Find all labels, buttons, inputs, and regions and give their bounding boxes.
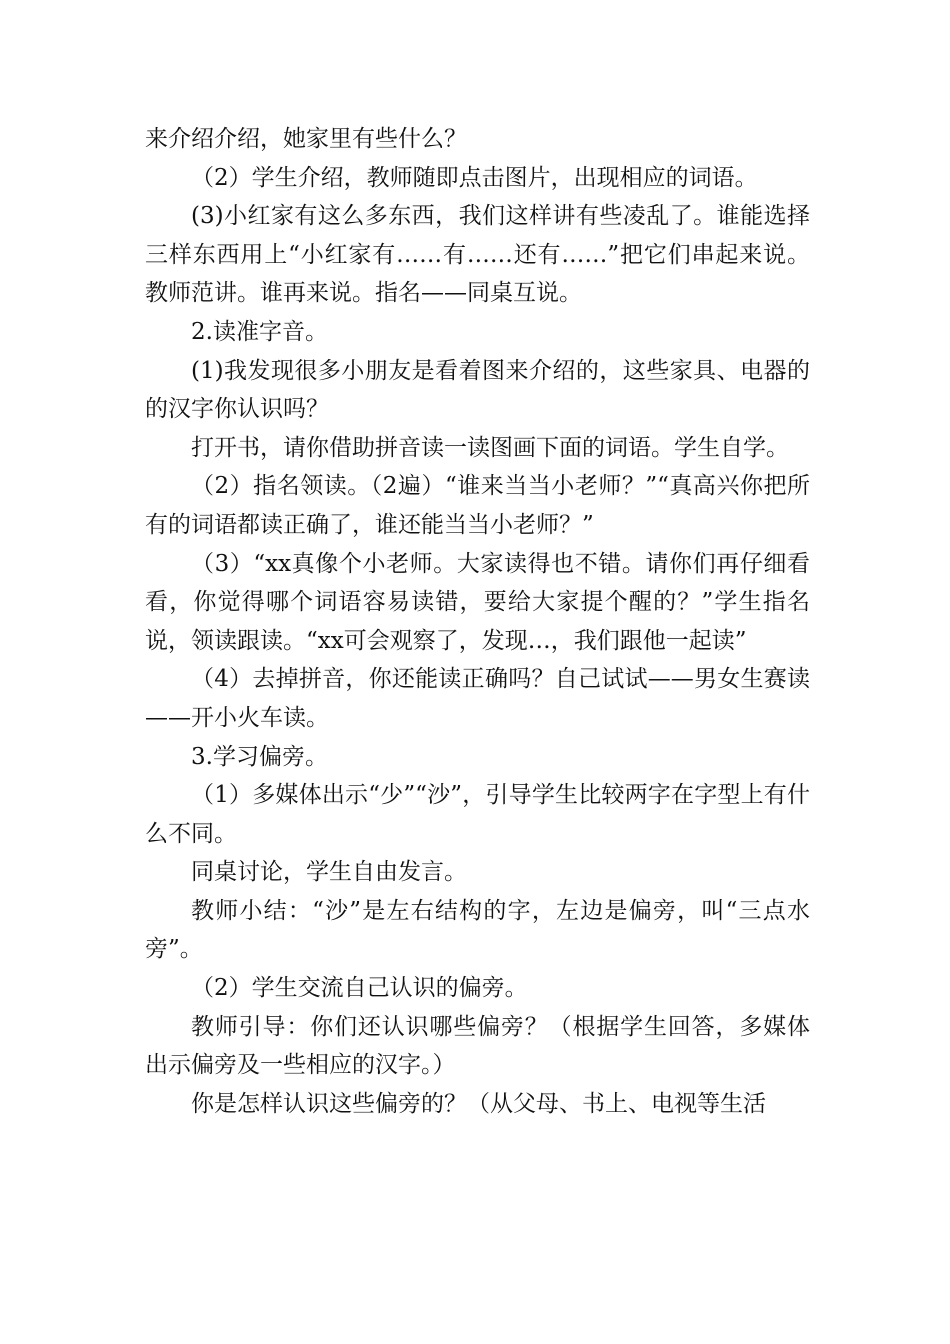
paragraph: (1)我发现很多小朋友是看着图来介绍的，这些家具、电器的的汉字你认识吗？ <box>145 357 810 423</box>
paragraph: 打开书，请你借助拼音读一读图画下面的词语。学生自学。 <box>191 434 789 461</box>
paragraph: (3)小红家有这么多东西，我们这样讲有些凌乱了。谁能选择三样东西用上“小红家有……有……还有……”把它们串起来说。教师范讲。谁再来说。指名——同桌互说。 <box>145 203 810 307</box>
paragraph: （2）学生介绍，教师随即点击图片，出现相应的词语。 <box>191 164 758 191</box>
paragraph: 你是怎样认识这些偏旁的？（从父母、书上、电视等生活 <box>191 1090 766 1117</box>
paragraph: 教师小结：“沙”是左右结构的字，左边是偏旁，叫“三点水旁”。 <box>145 897 810 963</box>
paragraph: （2）指名领读。（2遍）“谁来当当小老师？”“真高兴你把所有的词语都读正确了，谁还能当当小老师？” <box>145 473 810 538</box>
paragraph: （3）“xx真像个小老师。大家读得也不错。请你们再仔细看看，你觉得哪个词语容易读错，要给大家提个醒的？”学生指名说，领读跟读。“xx可会观察了，发现…，我们跟他一起读” <box>145 550 810 654</box>
document-body <box>145 120 810 1123</box>
paragraph: （2）学生交流自己认识的偏旁。 <box>191 975 528 1002</box>
paragraph: 教师引导：你们还认识哪些偏旁？（根据学生回答，多媒体出示偏旁及一些相应的汉字。） <box>145 1013 810 1079</box>
paragraph: （1）多媒体出示“少”“沙”，引导学生比较两字在字型上有什么不同。 <box>145 782 810 847</box>
paragraph: 同桌讨论，学生自由发言。 <box>191 859 467 886</box>
section-heading: 3.学习偏旁。 <box>191 743 328 770</box>
paragraph: 来介绍介绍，她家里有些什么？ <box>145 126 467 152</box>
section-heading: 2.读准字音。 <box>191 318 328 345</box>
paragraph: （4）去掉拼音，你还能读正确吗？自己试试——男女生赛读——开小火车读。 <box>145 666 810 731</box>
